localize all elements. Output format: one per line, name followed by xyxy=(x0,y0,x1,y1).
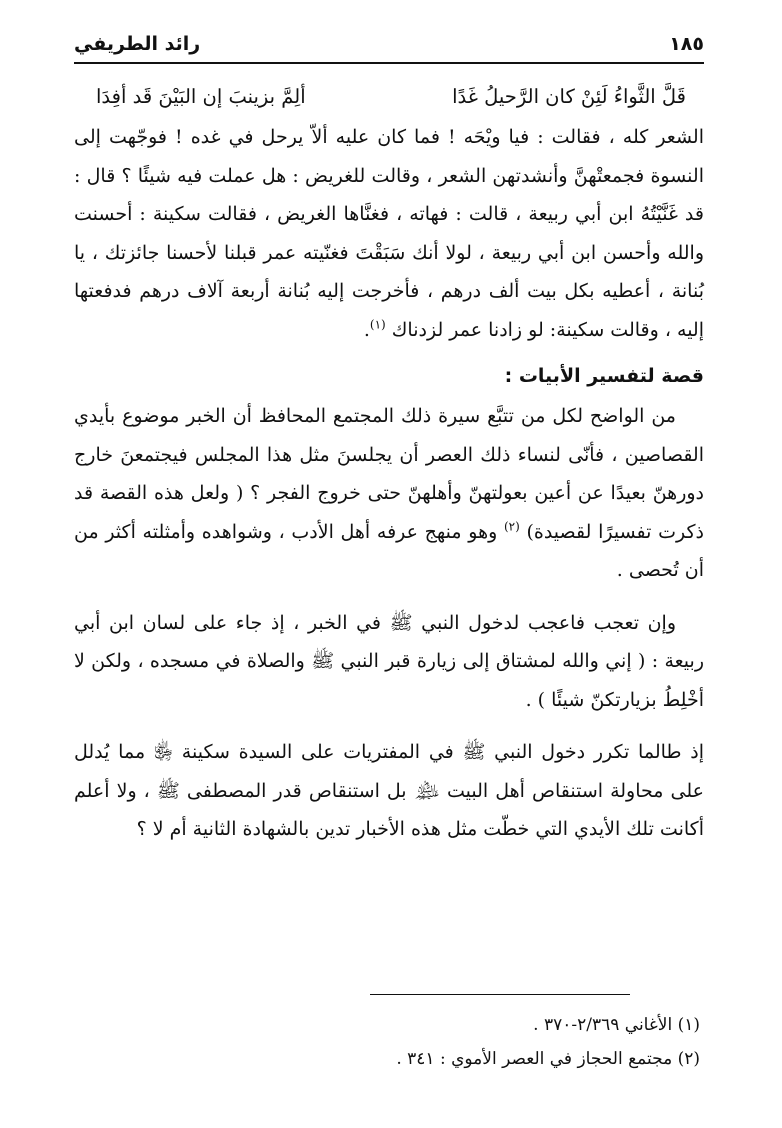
footnote-1: (١) الأغاني ٢/٣٦٩-٣٧٠ . xyxy=(533,1015,700,1035)
poetry-verse xyxy=(96,76,686,116)
paragraph-gap xyxy=(74,590,704,604)
footnote-ref-1: (١) xyxy=(369,317,386,332)
paragraph-1-text: الشعر كله ، فقالت : فيا ويْحَه ! فما كان عليه ألاّ يرحل في غده ! فوجّهت إلى النسوة فجمعتْهنَّ وأنشدتهن الشعر ، وقالت للغريض : هل عملت فيه شيئًا ؟ قال : قد غَنَّيْتُهُ ابن أبي ربيعة ، قالت : فهاته ، فغنَّاها الغريض ، فقالت سكينة : أحسنت والله وأحسن ابن أبي ربيعة ، لولا أنك سَبَقْتَ فغنّيته عمر قبلنا لأحسنا جائزتك ، يا بُنانة ، أعطيه بكل بيت ألف درهم ، فأخرجت إليه بُنانة أربعة آلاف درهم فدفعتها إليه ، وقالت سكينة: لو زادنا عمر لزدناك xyxy=(74,126,704,341)
footnote-ref-2: (٢) xyxy=(503,519,520,534)
verse-hemistich-left: ألِمَّ بزينبَ إن البَيْنَ قَد أفِدَا xyxy=(96,84,306,108)
verse-hemistich-right: قَلَّ الثَّواءُ لَئِنْ كان الرَّحيلُ غَدًا xyxy=(452,84,686,108)
page-number: ١٨٥ xyxy=(669,33,704,55)
main-text xyxy=(74,118,704,849)
paragraph-2 xyxy=(74,397,704,590)
paragraph-gap xyxy=(74,719,704,733)
footnotes xyxy=(74,1008,704,1076)
page-header xyxy=(74,26,704,64)
footnote-divider xyxy=(370,994,630,995)
paragraph-1-period: . xyxy=(363,318,370,341)
paragraph-4: إذ طالما تكرر دخول النبي ﷺ في المفتريات على السيدة سكينة ﵂ مما يُدلل على محاولة استنقاص أهل البيت ﵈ بل استنقاص قدر المصطفى ﷺ ، ولا أعلم أكانت تلك الأيدي التي خطّت مثل هذه الأخبار تدين بالشهادة الثانية أم لا ؟ xyxy=(74,741,704,840)
running-title: رائد الطريفي xyxy=(74,33,201,55)
paragraph-3: وإن تعجب فاعجب لدخول النبي ﷺ في الخبر ، إذ جاء على لسان ابن أبي ربيعة : ( إني والله لمشتاق إلى زيارة قبر النبي ﷺ والصلاة في مسجده ، ولكن لا أخْلِطُ بزيارتكنّ شيئًا ) . xyxy=(74,611,704,711)
paragraph-2-continuation: وهو منهج عرفه أهل الأدب ، وشواهده وأمثلته أكثر من أن تُحصى . xyxy=(74,520,704,581)
footnote-2: (٢) مجتمع الحجاز في العصر الأموي : ٣٤١ . xyxy=(396,1049,700,1069)
paragraph-2-text: من الواضح لكل من تتبَّع سيرة ذلك المجتمع المحافظ أن الخبر موضوع بأيدي القصاصين ، فأنّى لنساء ذلك العصر أن يجلسنَ مثل هذا المجلس فيجتمعنَ خارج دورهنّ بعيدًا عن أعين بعولتهنّ وأهلهنّ حتى خروج الفجر ؟ ( ولعل هذه القصة قد ذكرت تفسيرًا لقصيدة) xyxy=(74,405,704,543)
paragraph-1 xyxy=(74,118,704,349)
section-heading: قصة لتفسير الأبيات : xyxy=(504,365,704,387)
